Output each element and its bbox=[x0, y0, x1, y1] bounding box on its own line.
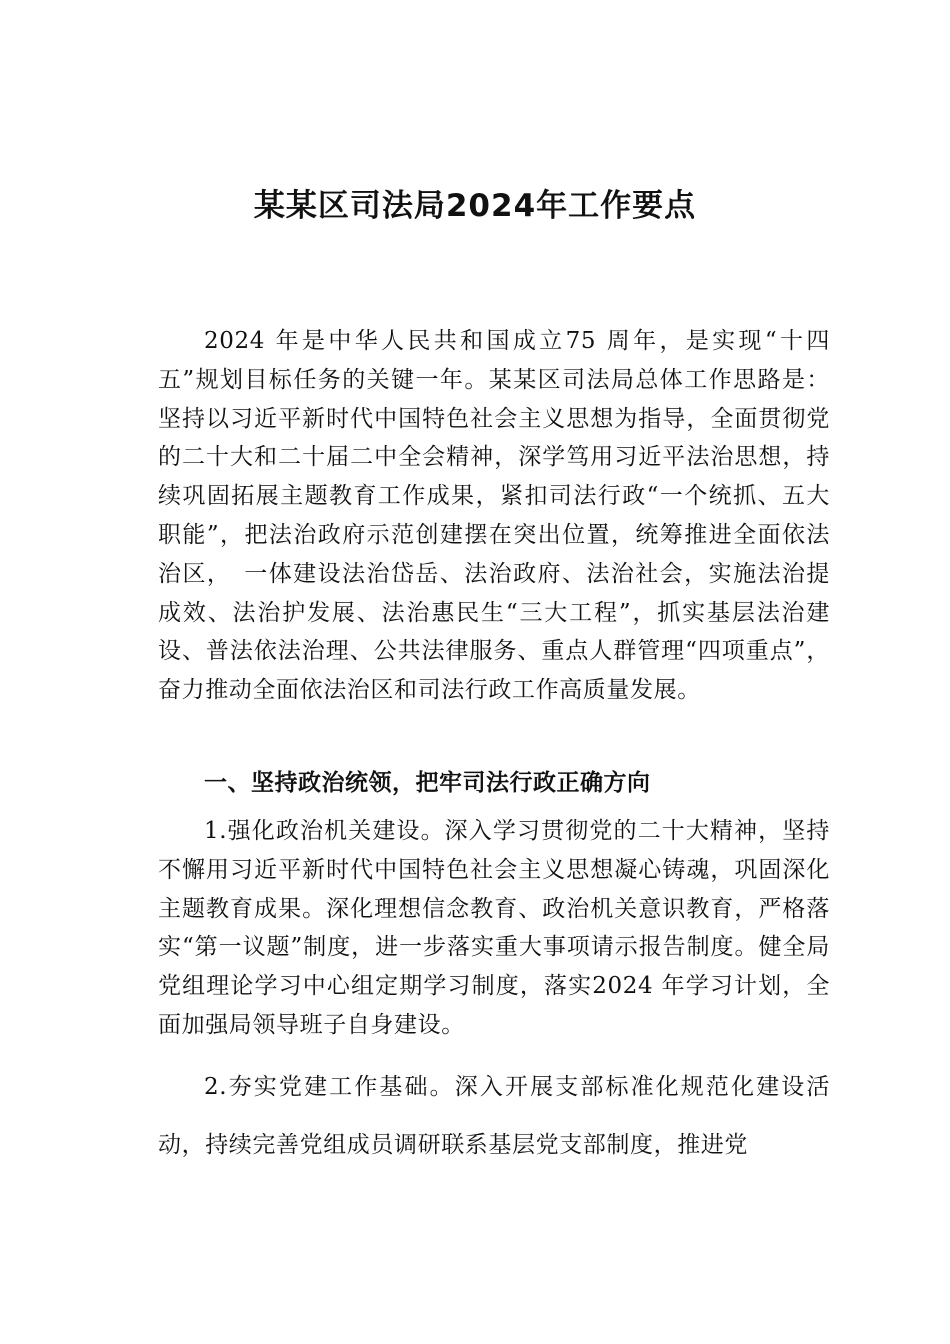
intro-paragraph: 2024 年是中华人民共和国成立75 周年，是实现“十四五”规划目标任务的关键一年。某某区司法局总体工作思路是：坚持以习近平新时代中国特色社会主义思想为指导，全面贯彻党的二十大和二十届二中全会精神，深学笃用习近平法治思想，持续巩固拓展主题教育工作成果，紧扣司法行政“一个统抓、五大职能”，把法治政府示范创建摆在突出位置，统筹推进全面依法治区， 一体建设法治岱岳、法治政府、法治社会，实施法治提成效、法治护发展、法治惠民生“三大工程”，抓实基层法治建设、普法依法治理、公共法律服务、重点人群管理“四项重点”，奋力推动全面依法治区和司法行政工作高质量发展。 bbox=[158, 328, 830, 704]
section-heading: 一、坚持政治统领，把牢司法行政正确方向 bbox=[204, 770, 651, 796]
document-title: 某某区司法局2024年工作要点 bbox=[253, 188, 697, 224]
item-2-paragraph: 2.夯实党建工作基础。深入开展支部标准化规范化建设活动，持续完善党组成员调研联系基层党支部制度，推进党 bbox=[158, 1074, 830, 1158]
item-1-paragraph: 1.强化政治机关建设。深入学习贯彻党的二十大精神，坚持不懈用习近平新时代中国特色社会主义思想凝心铸魂，巩固深化主题教育成果。深化理想信念教育、政治机关意识教育，严格落实“第一议题”制度，进一步落实重大事项请示报告制度。健全局党组理论学习中心组定期学习制度，落实2024 年学习计划，全面加强局领导班子自身建设。 bbox=[158, 818, 830, 1038]
